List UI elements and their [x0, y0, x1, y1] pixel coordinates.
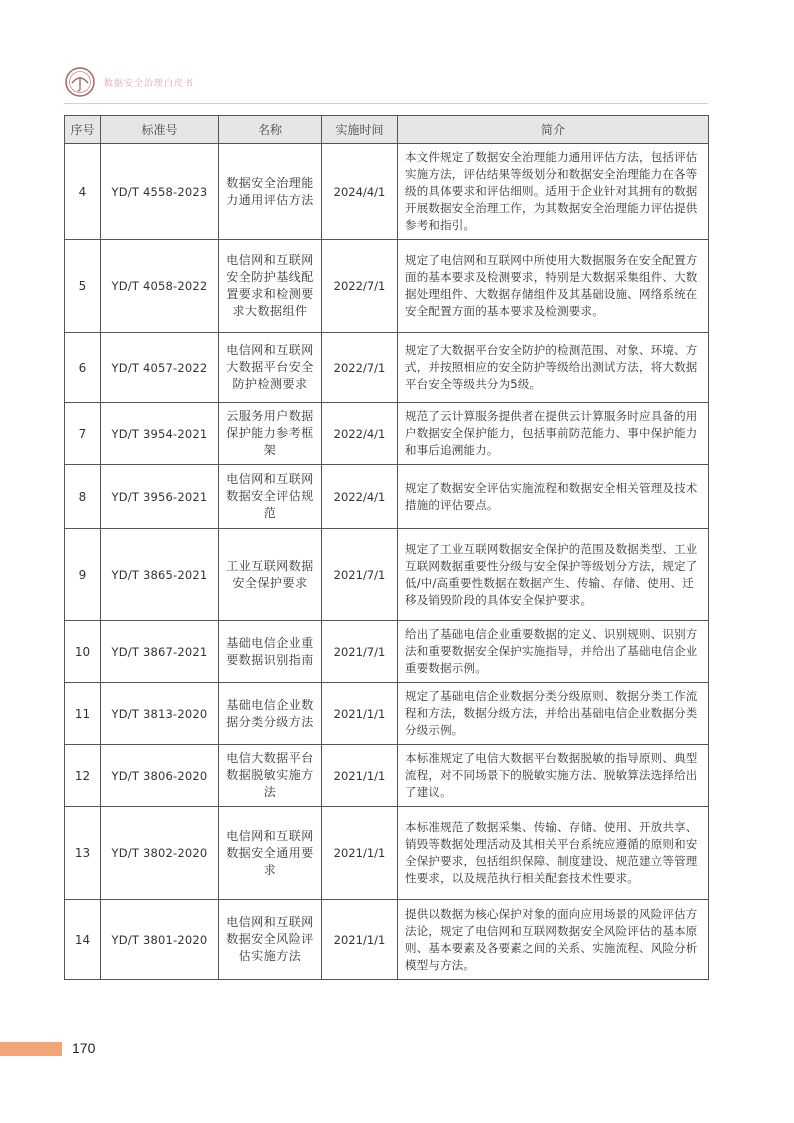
standard-name-cell: 电信网和互联网安全防护基线配置要求和检测要求大数据组件 [219, 240, 322, 333]
page-header [64, 64, 194, 100]
column-header-date: 实施时间 [322, 116, 398, 144]
seq-cell: 7 [65, 403, 101, 465]
implementation-date-cell: 2022/7/1 [322, 240, 398, 333]
seq-cell: 13 [65, 807, 101, 900]
standard-number-cell: YD/T 4057-2022 [101, 333, 219, 403]
summary-cell: 提供以数据为核心保护对象的面向应用场景的风险评估方法论，规定了电信网和互联网数据安全风险评估的基本原则、基本要素及各要素之间的关系、实施流程、风险分析模型与方法。 [398, 900, 709, 980]
standard-number-cell: YD/T 3802-2020 [101, 807, 219, 900]
implementation-date-cell: 2024/4/1 [322, 144, 398, 240]
summary-cell: 本标准规范了数据采集、传输、存储、使用、开放共享、销毁等数据处理活动及其相关平台系统应遵循的原则和安全保护要求，包括组织保障、制度建设、规范建立等管理性要求，以及规范执行相关配套技术性要求。 [398, 807, 709, 900]
table-row [65, 403, 709, 465]
seq-cell: 4 [65, 144, 101, 240]
table-row [65, 683, 709, 745]
standard-number-cell: YD/T 4058-2022 [101, 240, 219, 333]
standard-name-cell: 电信网和互联网数据安全评估规范 [219, 465, 322, 529]
standard-number-cell: YD/T 3867-2021 [101, 621, 219, 683]
standard-name-cell: 电信大数据平台数据脱敏实施方法 [219, 745, 322, 807]
standard-name-cell: 电信网和互联网大数据平台安全防护检测要求 [219, 333, 322, 403]
implementation-date-cell: 2022/7/1 [322, 333, 398, 403]
standard-name-cell: 基础电信企业重要数据识别指南 [219, 621, 322, 683]
implementation-date-cell: 2021/1/1 [322, 900, 398, 980]
standard-number-cell: YD/T 3956-2021 [101, 465, 219, 529]
table-header-row [65, 116, 709, 144]
header-divider [64, 103, 708, 104]
implementation-date-cell: 2021/1/1 [322, 683, 398, 745]
standard-name-cell: 云服务用户数据保护能力参考框架 [219, 403, 322, 465]
summary-cell: 规定了电信网和互联网中所使用大数据服务在安全配置方面的基本要求及检测要求，特别是大数据采集组件、大数据处理组件、大数据存储组件及其基础设施、网络系统在安全配置方面的基本要求及检测要求。 [398, 240, 709, 333]
standard-number-cell: YD/T 3954-2021 [101, 403, 219, 465]
header-title: 数据安全治理白皮书 [104, 78, 195, 89]
seq-cell: 10 [65, 621, 101, 683]
seq-cell: 12 [65, 745, 101, 807]
summary-cell: 规定了数据安全评估实施流程和数据安全相关管理及技术措施的评估要点。 [398, 465, 709, 529]
standards-table [64, 115, 709, 980]
summary-cell: 规范了云计算服务提供者在提供云计算服务时应具备的用户数据安全保护能力，包括事前防范能力、事中保护能力和事后追溯能力。 [398, 403, 709, 465]
seq-cell: 9 [65, 529, 101, 621]
standard-name-cell: 基础电信企业数据分类分级方法 [219, 683, 322, 745]
implementation-date-cell: 2022/4/1 [322, 465, 398, 529]
standard-number-cell: YD/T 3865-2021 [101, 529, 219, 621]
column-header-name: 名称 [219, 116, 322, 144]
logo-icon [64, 66, 96, 98]
seq-cell: 11 [65, 683, 101, 745]
table-row [65, 807, 709, 900]
seq-cell: 5 [65, 240, 101, 333]
implementation-date-cell: 2021/1/1 [322, 807, 398, 900]
summary-cell: 规定了工业互联网数据安全保护的范围及数据类型、工业互联网数据重要性分级与安全保护等级划分方法，规定了低/中/高重要性数据在数据产生、传输、存储、使用、迁移及销毁阶段的具体安全保护要求。 [398, 529, 709, 621]
implementation-date-cell: 2022/4/1 [322, 403, 398, 465]
standard-name-cell: 工业互联网数据安全保护要求 [219, 529, 322, 621]
footer-accent-bar [0, 1042, 62, 1056]
seq-cell: 8 [65, 465, 101, 529]
standard-number-cell: YD/T 3806-2020 [101, 745, 219, 807]
table-row [65, 529, 709, 621]
column-header-summary: 简介 [398, 116, 709, 144]
seq-cell: 6 [65, 333, 101, 403]
implementation-date-cell: 2021/7/1 [322, 621, 398, 683]
column-header-standard: 标准号 [101, 116, 219, 144]
table-row [65, 240, 709, 333]
table-row [65, 333, 709, 403]
implementation-date-cell: 2021/1/1 [322, 745, 398, 807]
standard-name-cell: 电信网和互联网数据安全风险评估实施方法 [219, 900, 322, 980]
summary-cell: 本文件规定了数据安全治理能力通用评估方法，包括评估实施方法，评估结果等级划分和数据安全治理能力在各等级的具体要求和评估细则。适用于企业针对其拥有的数据开展数据安全治理工作，为其数据安全治理能力评估提供参考和指引。 [398, 144, 709, 240]
page-number: 170 [72, 1040, 96, 1056]
standard-number-cell: YD/T 3801-2020 [101, 900, 219, 980]
column-header-seq: 序号 [65, 116, 101, 144]
table-row [65, 900, 709, 980]
table-row [65, 621, 709, 683]
summary-cell: 给出了基础电信企业重要数据的定义、识别规则、识别方法和重要数据安全保护实施指导，并给出了基础电信企业重要数据示例。 [398, 621, 709, 683]
table-row [65, 465, 709, 529]
standard-name-cell: 数据安全治理能力通用评估方法 [219, 144, 322, 240]
table-row [65, 745, 709, 807]
standard-number-cell: YD/T 4558-2023 [101, 144, 219, 240]
standard-number-cell: YD/T 3813-2020 [101, 683, 219, 745]
standard-name-cell: 电信网和互联网数据安全通用要求 [219, 807, 322, 900]
seq-cell: 14 [65, 900, 101, 980]
table-row [65, 144, 709, 240]
summary-cell: 规定了基础电信企业数据分类分级原则、数据分类工作流程和方法，数据分级方法，并给出基础电信企业数据分类分级示例。 [398, 683, 709, 745]
summary-cell: 本标准规定了电信大数据平台数据脱敏的指导原则、典型流程，对不同场景下的脱敏实施方法、脱敏算法选择给出了建议。 [398, 745, 709, 807]
summary-cell: 规定了大数据平台安全防护的检测范围、对象、环境、方式，并按照相应的安全防护等级给出测试方法，将大数据平台安全等级共分为5级。 [398, 333, 709, 403]
implementation-date-cell: 2021/7/1 [322, 529, 398, 621]
